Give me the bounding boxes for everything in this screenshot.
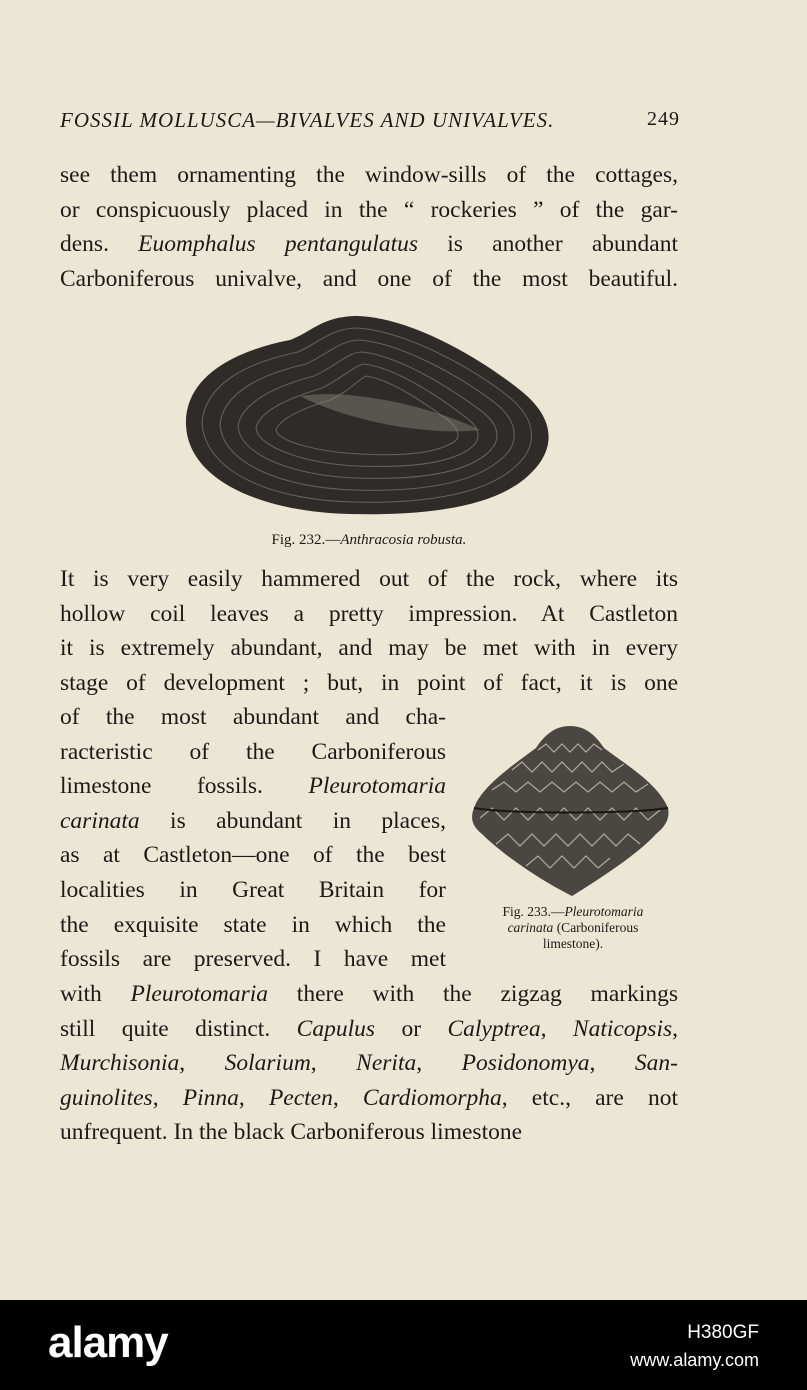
paragraph-2	[60, 562, 678, 700]
text-line: hollow coil leaves a pretty impression. At Castleton	[60, 600, 678, 627]
anthracosia-shell-illustration	[180, 310, 558, 522]
figure-232-caption: Fig. 232.—Anthracosia robusta.	[271, 532, 467, 548]
caption-species: carinata	[507, 920, 554, 935]
caption-species: Pleurotomaria	[564, 904, 644, 919]
species-name: Euomphalus pentangulatus	[138, 231, 419, 258]
paragraph-1	[60, 158, 678, 296]
text-line: localities in Great Britain for	[60, 876, 446, 903]
page-number: 249	[647, 108, 680, 130]
text-line: or conspicuously placed in the “ rockeries ” of the gar-	[60, 196, 678, 223]
text-line: It is very easily hammered out of the rock, where its	[60, 566, 678, 592]
caption-species: Anthracosia robusta.	[340, 532, 467, 548]
text-line: see them ornamenting the window-sills of the cottages,	[60, 162, 678, 188]
text-line: the exquisite state in which the	[60, 911, 446, 938]
text-line: fossils are preserved. I have met	[60, 946, 446, 973]
text-line: with Pleurotomaria there with the zigzag markings	[60, 981, 679, 1007]
text-line: Carboniferous univalve, and one of the most beautiful.	[60, 265, 678, 292]
text-line: still quite distinct. Capulus or Calyptrea, Naticopsis,	[60, 1015, 678, 1042]
running-title: FOSSIL MOLLUSCA—BIVALVES AND UNIVALVES.	[60, 108, 555, 132]
species-name: Pleurotomaria	[308, 773, 446, 800]
text-line: stage of development ; but, in point of fact, it is one	[60, 669, 678, 696]
figure-233-caption: Fig. 233.—Pleurotomaria carinata (Carboniferous limestone).	[502, 904, 644, 951]
alamy-logo: alamy	[48, 1318, 168, 1367]
text-line: dens. Euomphalus pentangulatus is another abundant	[60, 231, 678, 258]
pleurotomaria-shell-illustration	[468, 722, 672, 900]
image-id: H380GF	[687, 1322, 759, 1343]
text-line: Murchisonia, Solarium, Nerita, Posidonomya, San-	[60, 1050, 678, 1077]
site-url: www.alamy.com	[630, 1350, 759, 1370]
text-line: of the most abundant and cha-	[60, 704, 446, 730]
species-name: carinata	[60, 807, 140, 834]
text-line: as at Castleton—one of the best	[60, 842, 446, 869]
text-line: guinolites, Pinna, Pecten, Cardiomorpha, etc., are not	[60, 1084, 679, 1111]
running-header	[60, 108, 680, 133]
text-line: carinata is abundant in places,	[60, 807, 446, 834]
text-line: it is extremely abundant, and may be met with in every	[60, 635, 678, 662]
text-line: limestone fossils. Pleurotomaria	[60, 773, 446, 800]
paragraph-4	[60, 977, 678, 1150]
paragraph-3	[60, 700, 446, 977]
text-line: racteristic of the Carboniferous	[60, 738, 446, 765]
text-line: unfrequent. In the black Carboniferous limestone	[60, 1119, 523, 1146]
